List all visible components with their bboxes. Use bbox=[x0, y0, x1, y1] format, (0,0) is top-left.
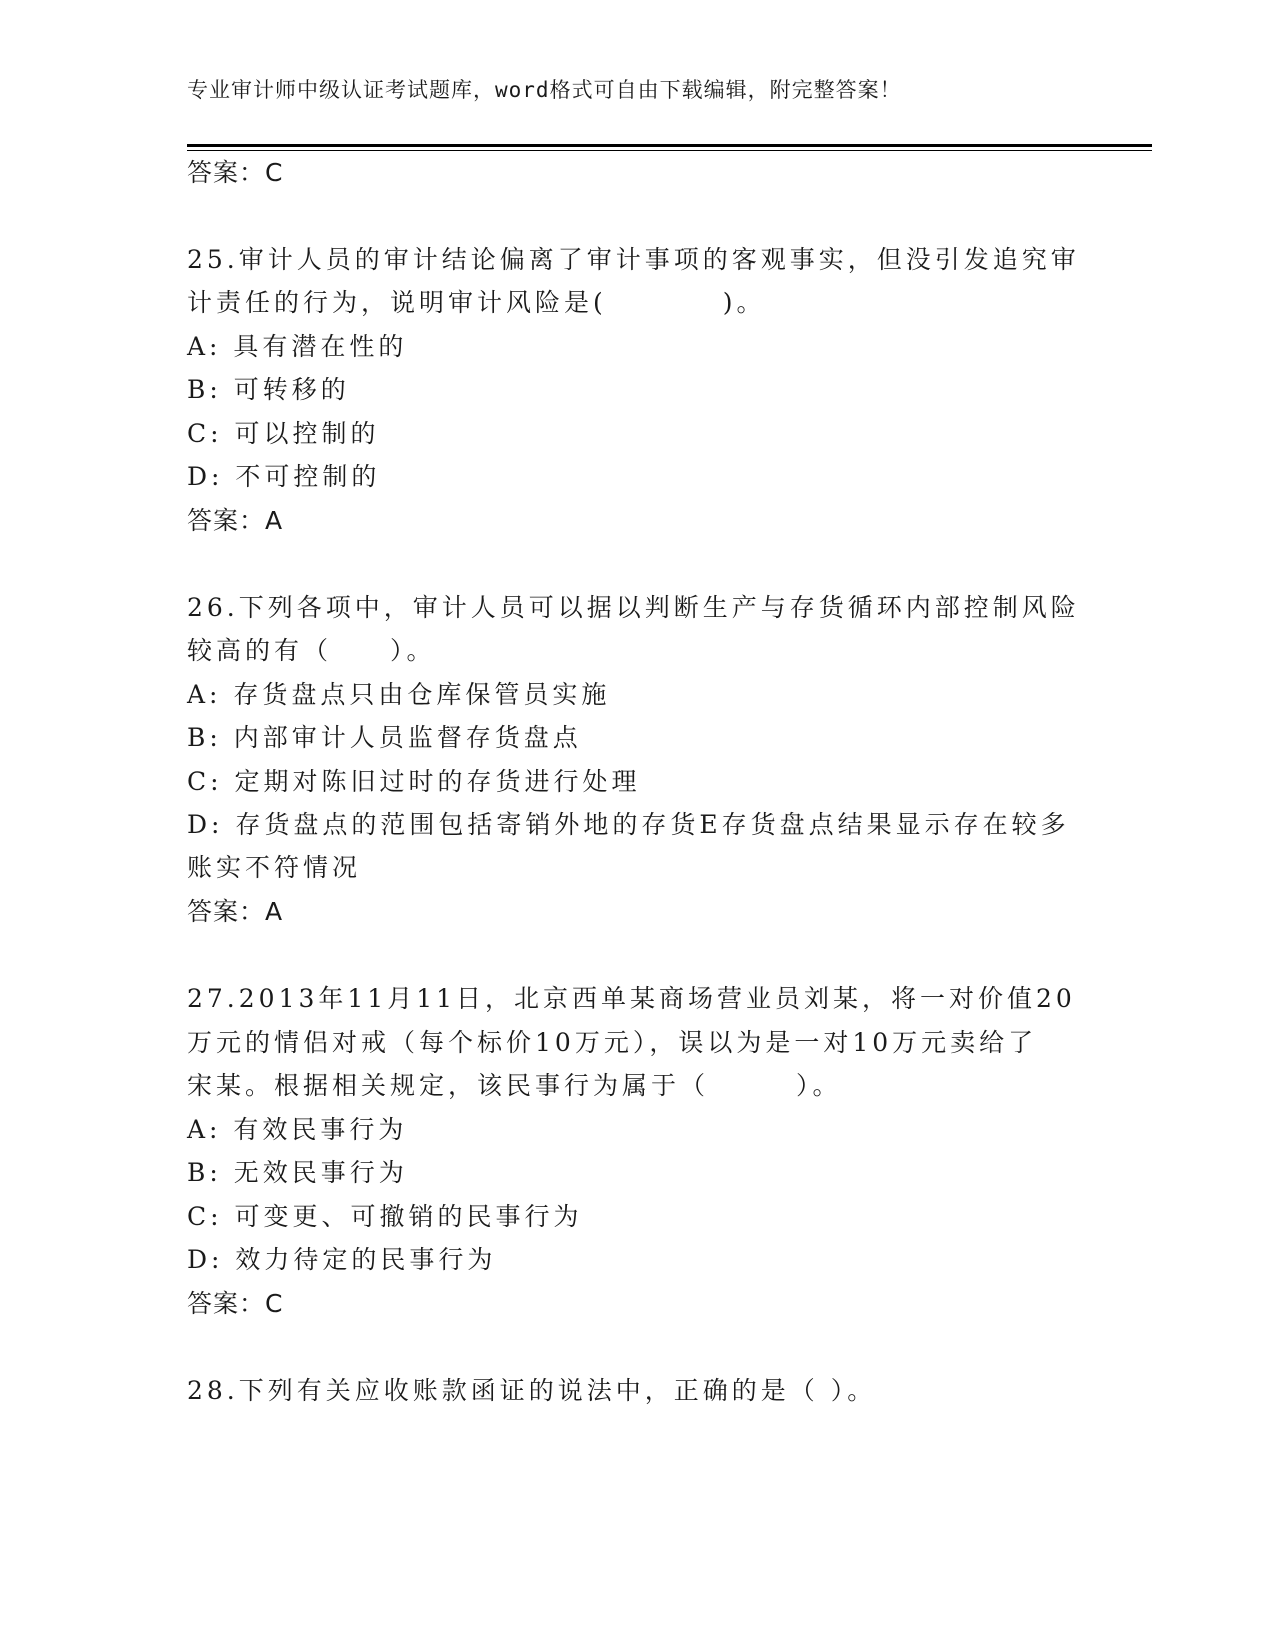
question-26-text-line-2: 较高的有（ ）。 bbox=[187, 636, 436, 665]
question-25-option-a: A: 具有潜在性的 bbox=[187, 332, 408, 361]
question-27-option-a: A: 有效民事行为 bbox=[187, 1115, 408, 1144]
question-27-option-d: D: 效力待定的民事行为 bbox=[187, 1245, 497, 1274]
question-26-option-d: D: 存货盘点的范围包括寄销外地的存货E存货盘点结果显示存在较多 bbox=[187, 810, 1070, 839]
question-25-answer: 答案：A bbox=[187, 506, 284, 535]
question-27-text-line-2: 万元的情侣对戒（每个标价10万元），误以为是一对10万元卖给了 bbox=[187, 1028, 1038, 1057]
header-divider-thick bbox=[187, 144, 1152, 147]
question-26-option-c: C: 定期对陈旧过时的存货进行处理 bbox=[187, 767, 641, 796]
question-26-option-a: A: 存货盘点只由仓库保管员实施 bbox=[187, 680, 611, 709]
question-25-option-c: C: 可以控制的 bbox=[187, 419, 380, 448]
question-27-option-c: C: 可变更、可撤销的民事行为 bbox=[187, 1202, 583, 1231]
question-27-answer: 答案：C bbox=[187, 1289, 284, 1318]
question-25-option-b: B: 可转移的 bbox=[187, 375, 350, 404]
question-25-text-line-1: 25.审计人员的审计结论偏离了审计事项的客观事实，但没引发追究审 bbox=[187, 245, 1080, 274]
question-28-text-line-1: 28.下列有关应收账款函证的说法中，正确的是（ ）。 bbox=[187, 1376, 877, 1405]
question-27-text-line-1: 27.2013年11月11日，北京西单某商场营业员刘某，将一对价值20 bbox=[187, 984, 1076, 1013]
page-header-title: 专业审计师中级认证考试题库，word格式可自由下载编辑，附完整答案！ bbox=[187, 78, 902, 102]
question-25-text-line-2: 计责任的行为，说明审计风险是( )。 bbox=[187, 288, 766, 317]
header-divider-thin bbox=[187, 150, 1152, 151]
question-25-option-d: D: 不可控制的 bbox=[187, 462, 381, 491]
question-26-text-line-1: 26.下列各项中，审计人员可以据以判断生产与存货循环内部控制风险 bbox=[187, 593, 1080, 622]
question-27-text-line-3: 宋某。根据相关规定，该民事行为属于（ ）。 bbox=[187, 1071, 842, 1100]
question-26-option-b: B: 内部审计人员监督存货盘点 bbox=[187, 723, 582, 752]
question-27-option-b: B: 无效民事行为 bbox=[187, 1158, 408, 1187]
previous-answer: 答案：C bbox=[187, 158, 284, 187]
question-26-answer: 答案：A bbox=[187, 897, 284, 926]
question-26-option-d-continued: 账实不符情况 bbox=[187, 853, 362, 882]
